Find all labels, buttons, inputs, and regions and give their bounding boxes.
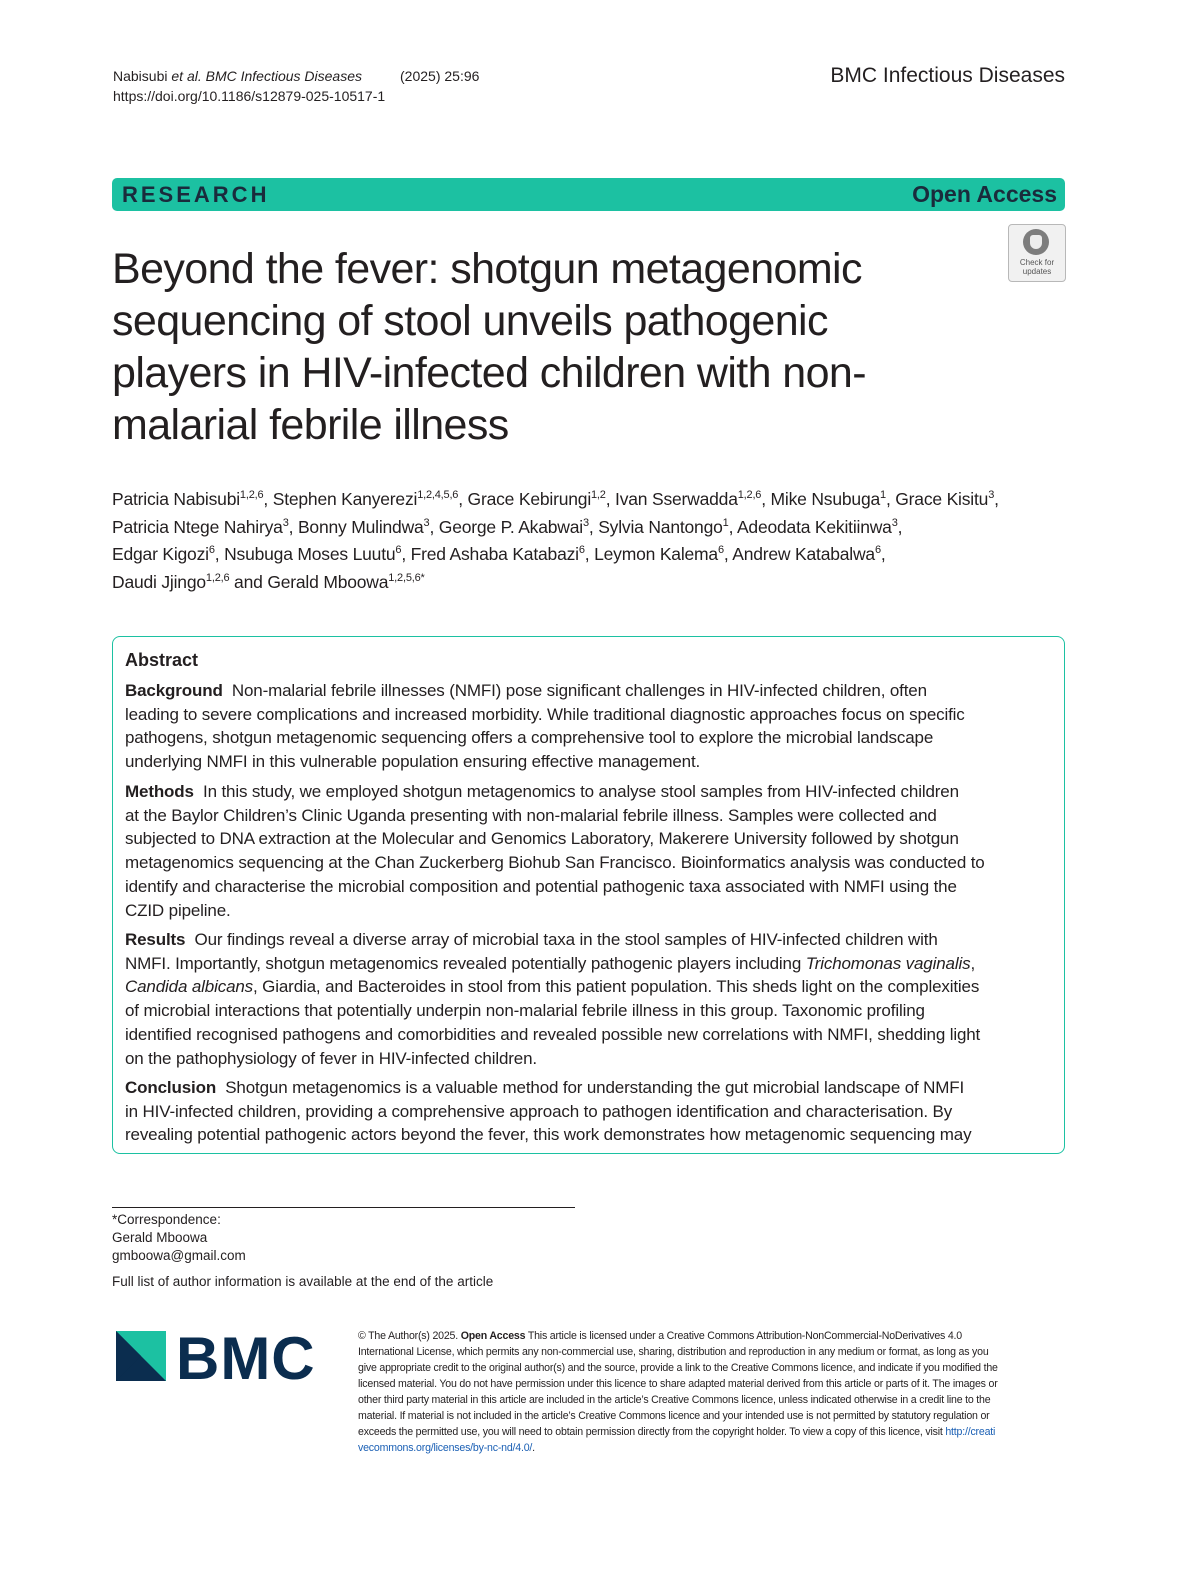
abstract-heading: Abstract [125, 650, 199, 670]
affiliation-marker: 1,2,6 [239, 489, 264, 501]
correspondence-email[interactable]: gmboowa@gmail.com [112, 1248, 246, 1263]
title-line: Beyond the fever: shotgun metagenomic [112, 245, 862, 293]
doi-link[interactable]: https://doi.org/10.1186/s12879-025-10517-1 [113, 88, 386, 104]
author-name[interactable]: Patricia Nabisubi [112, 489, 240, 509]
affiliation-marker: 3 [423, 516, 430, 529]
license-link[interactable]: vecommons.org/licenses/by-nc-nd/4.0/ [358, 1442, 533, 1454]
check-updates-line: Check for [1019, 258, 1055, 267]
section-label: Background [125, 681, 223, 700]
abstract-box [112, 636, 1065, 1154]
author-name[interactable]: Bonny Mulindwa [297, 516, 424, 537]
author-name[interactable]: Patricia Ntege Nahirya [112, 516, 283, 537]
author-name[interactable]: Edgar Kigozi [112, 544, 209, 564]
bookmark-icon [1023, 229, 1049, 255]
author-name[interactable]: Sylvia Nantongo [598, 516, 723, 537]
author-list [112, 486, 1072, 596]
author-name[interactable]: Daudi Jjingo [112, 571, 206, 592]
check-for-updates-button[interactable] [1008, 224, 1066, 282]
author-name[interactable]: George P. Akabwai [438, 516, 583, 537]
author-line: Patricia Ntege Nahirya$^3$, Bonny Mulindwa$^3$, George P. Akabwai$^3$, Sylvia Nantongo$^1$, Adeodata Kekitiinwa$^3$, [112, 516, 903, 537]
author-name[interactable]: Stephen Kanyerezi [272, 489, 418, 509]
affiliation-marker: 1 [880, 489, 886, 501]
footnote-divider [112, 1207, 575, 1208]
affiliation-marker: 6 [578, 544, 585, 556]
article-type-bar [112, 178, 1065, 211]
bmc-logo-mark [114, 1329, 326, 1385]
affiliation-marker: 3 [891, 516, 898, 529]
affiliation-marker: 6 [874, 544, 881, 556]
author-name[interactable]: Grace Kisitu [895, 489, 989, 509]
section-label: Conclusion [125, 1078, 217, 1097]
author-name[interactable]: Grace Kebirungi [467, 489, 592, 509]
affiliation-marker: 3 [988, 489, 995, 501]
abstract-methods: Methods In this study, we employed shotgun metagenomics to analyse stool samples from HIV-infected children at the Baylor Children’s Clinic Uganda presenting with non-malarial febrile illness. Samples were collected and subjected to DNA extraction at the Molecular and Genomics Laboratory, Makerere University followed by shotgun metagenomics sequencing at the Chan Zuckerberg Biohub San Francisco. Bioinformatics analysis was conducted to identify and characterise the microbial composition and potential pathogenic taxa associated with NMFI using the CZID pipeline. [125, 782, 985, 920]
affiliation-marker: 1,2,6 [205, 571, 230, 584]
article-title [112, 243, 932, 451]
affiliation-marker: 1,2,6 [737, 489, 762, 501]
author-name[interactable]: Fred Ashaba Katabazi [410, 544, 579, 564]
affiliation-marker: 1,2,4,5,6 [417, 489, 459, 501]
bmc-logo-text: BMC [176, 1329, 316, 1385]
author-name[interactable]: Mike Nsubuga [770, 489, 881, 509]
affiliation-marker: 3 [582, 516, 589, 529]
article-type-label: RESEARCH [122, 182, 270, 207]
section-label: Methods [125, 782, 194, 801]
affiliation-marker: 1,2,5,6* [388, 571, 425, 584]
author-name[interactable]: Adeodata Kekitiinwa [736, 516, 892, 537]
author-line: Daudi Jjingo$^{1,2,6}$ and Gerald Mboowa$^{1,2,5,6*}$ [112, 571, 425, 592]
author-name[interactable]: Andrew Katabalwa [732, 544, 875, 564]
abstract-background: Background Non-malarial febrile illnesses (NMFI) pose significant challenges in HIV-infected children, often leading to severe complications and increased morbidity. While traditional diagnostic approaches focus on specific pathogens, shotgun metagenomic sequencing offers a comprehensive tool to explore the microbial landscape underlying NMFI in this vulnerable population ensuring effective management. [125, 681, 965, 772]
affiliation-marker: 1 [722, 516, 729, 529]
correspondence [112, 1211, 246, 1265]
license-link[interactable]: http://creati [945, 1426, 996, 1438]
correspondence-name: Gerald Mboowa [112, 1230, 208, 1245]
citation-header [113, 66, 479, 106]
check-updates-line: updates [1022, 267, 1052, 276]
correspondence-label: *Correspondence: [112, 1212, 221, 1227]
citation-journal: Nabisubi et al. BMC Infectious Diseases [113, 68, 363, 84]
author-name[interactable]: Leymon Kalema [594, 544, 718, 564]
bmc-logo [114, 1329, 326, 1390]
affiliation-marker: 6 [208, 544, 215, 556]
affiliation-marker: 3 [282, 516, 289, 529]
title-line: malarial febrile illness [112, 401, 509, 449]
affiliation-marker: 6 [717, 544, 724, 556]
title-line: players in HIV-infected children with non- [112, 349, 866, 397]
author-info-note: Full list of author information is available at the end of the article [112, 1274, 494, 1289]
abstract-conclusion: Conclusion Shotgun metagenomics is a valuable method for understanding the gut microbial landscape of NMFI in HIV-infected children, providing a comprehensive approach to pathogen identification and characterisation. By revealing potential pathogenic actors beyond the fever, this work demonstrates how metagenomic sequencing may [125, 1078, 972, 1145]
open-access-label: Open Access [912, 181, 1057, 207]
affiliation-marker: 1,2 [591, 489, 606, 501]
title-line: sequencing of stool unveils pathogenic [112, 297, 828, 345]
abstract-results: Results Our findings reveal a diverse array of microbial taxa in the stool samples of HIV-infected children with NMFI. Importantly, shotgun metagenomics revealed potentially pathogenic players including Trichomonas vaginalis, Candida albicans, Giardia, and Bacteroides in stool from this patient population. This sheds light on the complexities of microbial interactions that potentially underpin non-malarial febrile illness in this group. Taxonomic profiling identified recognised pathogens and comorbidities and revealed possible new correlations with NMFI, shedding light on the pathophysiology of fever in HIV-infected children. [125, 930, 981, 1068]
author-line: Patricia Nabisubi$^{1,2,6}$, Stephen Kanyerezi$^{1,2,4,5,6}$, Grace Kebirungi$^{1,2}$, Ivan Sserwadda$^{1,2,6}$, Mike Nsubuga$^1$, Grace Kisitu$^3$, [112, 489, 999, 509]
author-line: Edgar Kigozi$^6$, Nsubuga Moses Luutu$^6$, Fred Ashaba Katabazi$^6$, Leymon Kalema$^6$, Andrew Katabalwa$^6$, [112, 544, 886, 564]
author-name[interactable]: Ivan Sserwadda [615, 489, 738, 509]
affiliation-marker: 6 [395, 544, 402, 556]
author-name[interactable]: Gerald Mboowa [267, 571, 389, 592]
license-text: © The Author(s) 2025. Open Access This article is licensed under a Creative Commons Attribution-NonCommercial-NoDerivatives 4.0 International License, which permits any non-commercial use, sharing, distribution and reproduction in any medium or format, as long as you give appropriate credit to the original author(s) and the source, provide a link to the Creative Commons licence, and indicate if you modified the licensed material. You do not have permission under this licence to share adapted material derived from this article or parts of it. The images or other third party material in this article are included in the article’s Creative Commons licence, unless indicated otherwise in a credit line to the material. If material is not included in the article’s Creative Commons licence and your intended use is not permitted by statutory regulation or exceeds the permitted use, you will need to obtain permission directly from the copyright holder. To view a copy of this licence, visit http://creati vecommons.org/licenses/by-nc-nd/4.0/. [358, 1330, 998, 1454]
section-label: Results [125, 930, 186, 949]
author-name[interactable]: Nsubuga Moses Luutu [224, 544, 396, 564]
citation-year: (2025) 25:96 [400, 68, 480, 84]
journal-name: BMC Infectious Diseases [830, 64, 1065, 87]
